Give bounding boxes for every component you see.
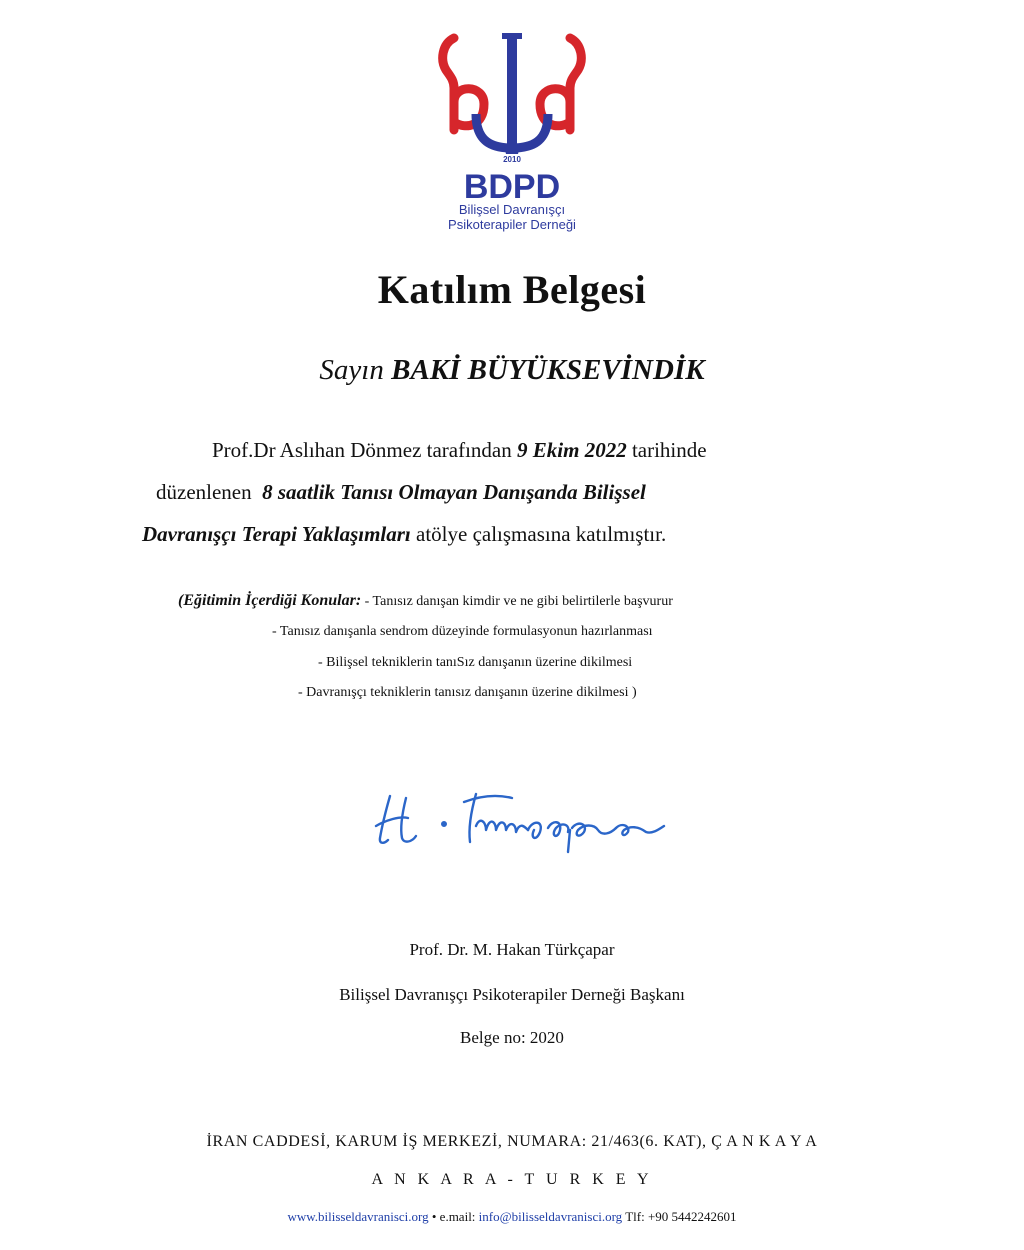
website-link[interactable]: www.bilisseldavranisci.org xyxy=(287,1209,429,1224)
logo-year: 2010 xyxy=(503,155,521,164)
topic-item: - Tanısız danışanla sendrom düzeyinde formulasyonun hazırlanması xyxy=(272,624,653,639)
psi-emblem-icon xyxy=(432,30,592,240)
recipient-name: BAKİ BÜYÜKSEVİNDİK xyxy=(391,354,705,386)
topic-item: - Davranışçı tekniklerin tanısız danışanın üzerine dikilmesi ) xyxy=(298,685,637,700)
topic-item: - Tanısız danışan kimdir ve ne gibi belirtilerle başvurur xyxy=(364,594,673,609)
topics-first-line xyxy=(178,592,673,610)
logo-line1: Bilişsel Davranışçı xyxy=(458,202,566,217)
footer-city: A N K A R A - T U R K E Y xyxy=(371,1171,653,1188)
date-suffix: tarihinde xyxy=(631,438,707,462)
signer-title: Bilişsel Davranışçı Psikoterapiler Derneği Başkanı xyxy=(339,985,685,1004)
course-title-part2: Davranışçı Terapi Yaklaşımları xyxy=(142,522,411,546)
recipient-line xyxy=(0,354,1024,387)
handwritten-signature xyxy=(372,786,668,860)
logo-abbr: BDPD xyxy=(463,168,561,206)
attendance-text: atölye çalışmasına katılmıştır. xyxy=(416,522,667,546)
topic-item: - Bilişsel tekniklerin tanıSız danışanın üzerine dikilmesi xyxy=(318,655,633,670)
body-line-1 xyxy=(212,438,707,463)
email-link[interactable]: info@bilisseldavranisci.org xyxy=(478,1209,623,1224)
instructor-text: Prof.Dr Aslıhan Dönmez tarafından xyxy=(212,438,512,462)
document-number: Belge no: 2020 xyxy=(460,1028,564,1047)
footer-contact xyxy=(0,1209,1024,1225)
organized-text: düzenlenen xyxy=(156,480,252,504)
body-line-2 xyxy=(156,480,646,505)
topics-heading: (Eğitimin İçerdiği Konular: xyxy=(178,592,362,609)
course-title-part1: 8 saatlik Tanısı Olmayan Danışanda Bilişsel xyxy=(262,480,646,504)
bdpd-logo xyxy=(432,30,592,240)
phone-number: Tlf: +90 5442242601 xyxy=(625,1209,737,1224)
event-date: 9 Ekim 2022 xyxy=(517,438,627,462)
salutation: Sayın xyxy=(319,354,384,386)
certificate-title: Katılım Belgesi xyxy=(377,267,647,312)
signer-name: Prof. Dr. M. Hakan Türkçapar xyxy=(409,940,615,959)
email-label: • e.mail: xyxy=(431,1209,476,1224)
footer-address: İRAN CADDESİ, KARUM İŞ MERKEZİ, NUMARA: 21/463(6. KAT), Ç A N K A Y A xyxy=(206,1133,818,1150)
logo-line2: Psikoterapiler Derneği xyxy=(448,217,576,232)
body-line-3 xyxy=(142,522,666,547)
